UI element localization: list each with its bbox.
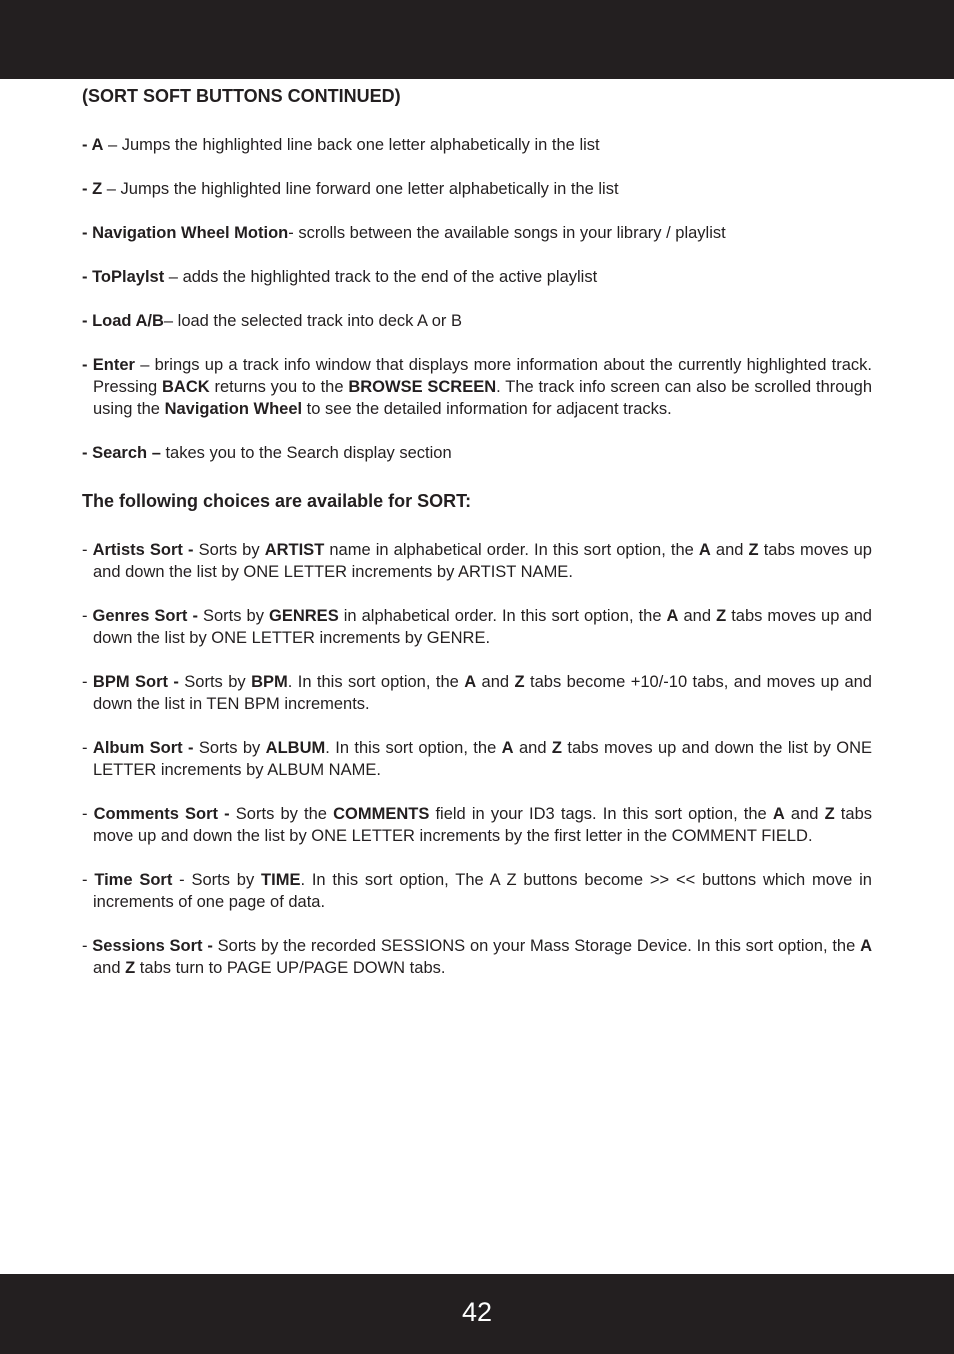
sessions-sort-label: Sessions Sort - <box>92 937 213 955</box>
navigation-wheel-label: - Navigation Wheel Motion <box>82 224 289 242</box>
artists-sort-description: - Artists Sort - Sorts by ARTIST name in alphabetical order. In this sort option, the A and Z tabs moves up and down the list by ONE LETTER increments by ARTIST NAME. <box>82 541 872 581</box>
comments-sort-label: Comments Sort - <box>93 805 230 823</box>
bpm-sort-description: - BPM Sort - Sorts by BPM. In this sort option, the A and Z tabs become +10/-10 tabs, and moves up and down the list in TEN BPM increments. <box>82 673 872 713</box>
load-ab-description: - Load A/B– load the selected track into deck A or B <box>82 312 462 330</box>
enter-label: - Enter <box>82 356 135 374</box>
search-description: - Search – takes you to the Search display section <box>82 444 452 462</box>
button-a-label: - A <box>82 136 104 154</box>
button-a-description: - A – Jumps the highlighted line back one letter alphabetically in the list <box>82 136 600 154</box>
button-z-description: - Z – Jumps the highlighted line forward one letter alphabetically in the list <box>82 180 619 198</box>
page-content <box>82 85 872 979</box>
enter-description: - Enter – brings up a track info window that displays more information about the currently highlighted track. Pressing BACK returns you to the BROWSE SCREEN. The track info screen can also be scrolled through using the Navigation Wheel to see the detailed information for adjacent tracks. <box>82 356 872 418</box>
time-sort-label: Time Sort <box>94 871 173 889</box>
time-sort-description: - Time Sort - Sorts by TIME. In this sort option, The A Z buttons become >> << buttons which move in increments of one page of data. <box>82 871 872 911</box>
section-title: (SORT SOFT BUTTONS CONTINUED) <box>82 86 401 106</box>
button-z-label: - Z <box>82 180 103 198</box>
genres-sort-label: Genres Sort - <box>92 607 198 625</box>
search-label: - Search – <box>82 444 161 462</box>
navigation-wheel-description: - Navigation Wheel Motion- scrolls between the available songs in your library / playlist <box>82 224 726 242</box>
sort-choices-heading: The following choices are available for SORT: <box>82 491 472 511</box>
comments-sort-description: - Comments Sort - Sorts by the COMMENTS field in your ID3 tags. In this sort option, the A and Z tabs move up and down the list by ONE LETTER increments by the first letter in the COMMENT FIELD. <box>82 805 872 845</box>
artists-sort-label: Artists Sort - <box>92 541 194 559</box>
album-sort-label: Album Sort - <box>92 739 194 757</box>
sessions-sort-description: - Sessions Sort - Sorts by the recorded SESSIONS on your Mass Storage Device. In this sort option, the A and Z tabs turn to PAGE UP/PAGE DOWN tabs. <box>82 937 872 977</box>
bpm-sort-label: BPM Sort - <box>92 673 179 691</box>
page-number: 42 <box>461 1297 493 1327</box>
header-bar <box>0 0 954 79</box>
toplaylst-label: - ToPlaylst <box>82 268 165 286</box>
album-sort-description: - Album Sort - Sorts by ALBUM. In this sort option, the A and Z tabs moves up and down the list by ONE LETTER increments by ALBUM NAME. <box>82 739 872 779</box>
genres-sort-description: - Genres Sort - Sorts by GENRES in alphabetical order. In this sort option, the A and Z tabs moves up and down the list by ONE LETTER increments by GENRE. <box>82 607 872 647</box>
toplaylst-description: - ToPlaylst – adds the highlighted track to the end of the active playlist <box>82 268 598 286</box>
load-ab-label: - Load A/B <box>82 312 164 330</box>
